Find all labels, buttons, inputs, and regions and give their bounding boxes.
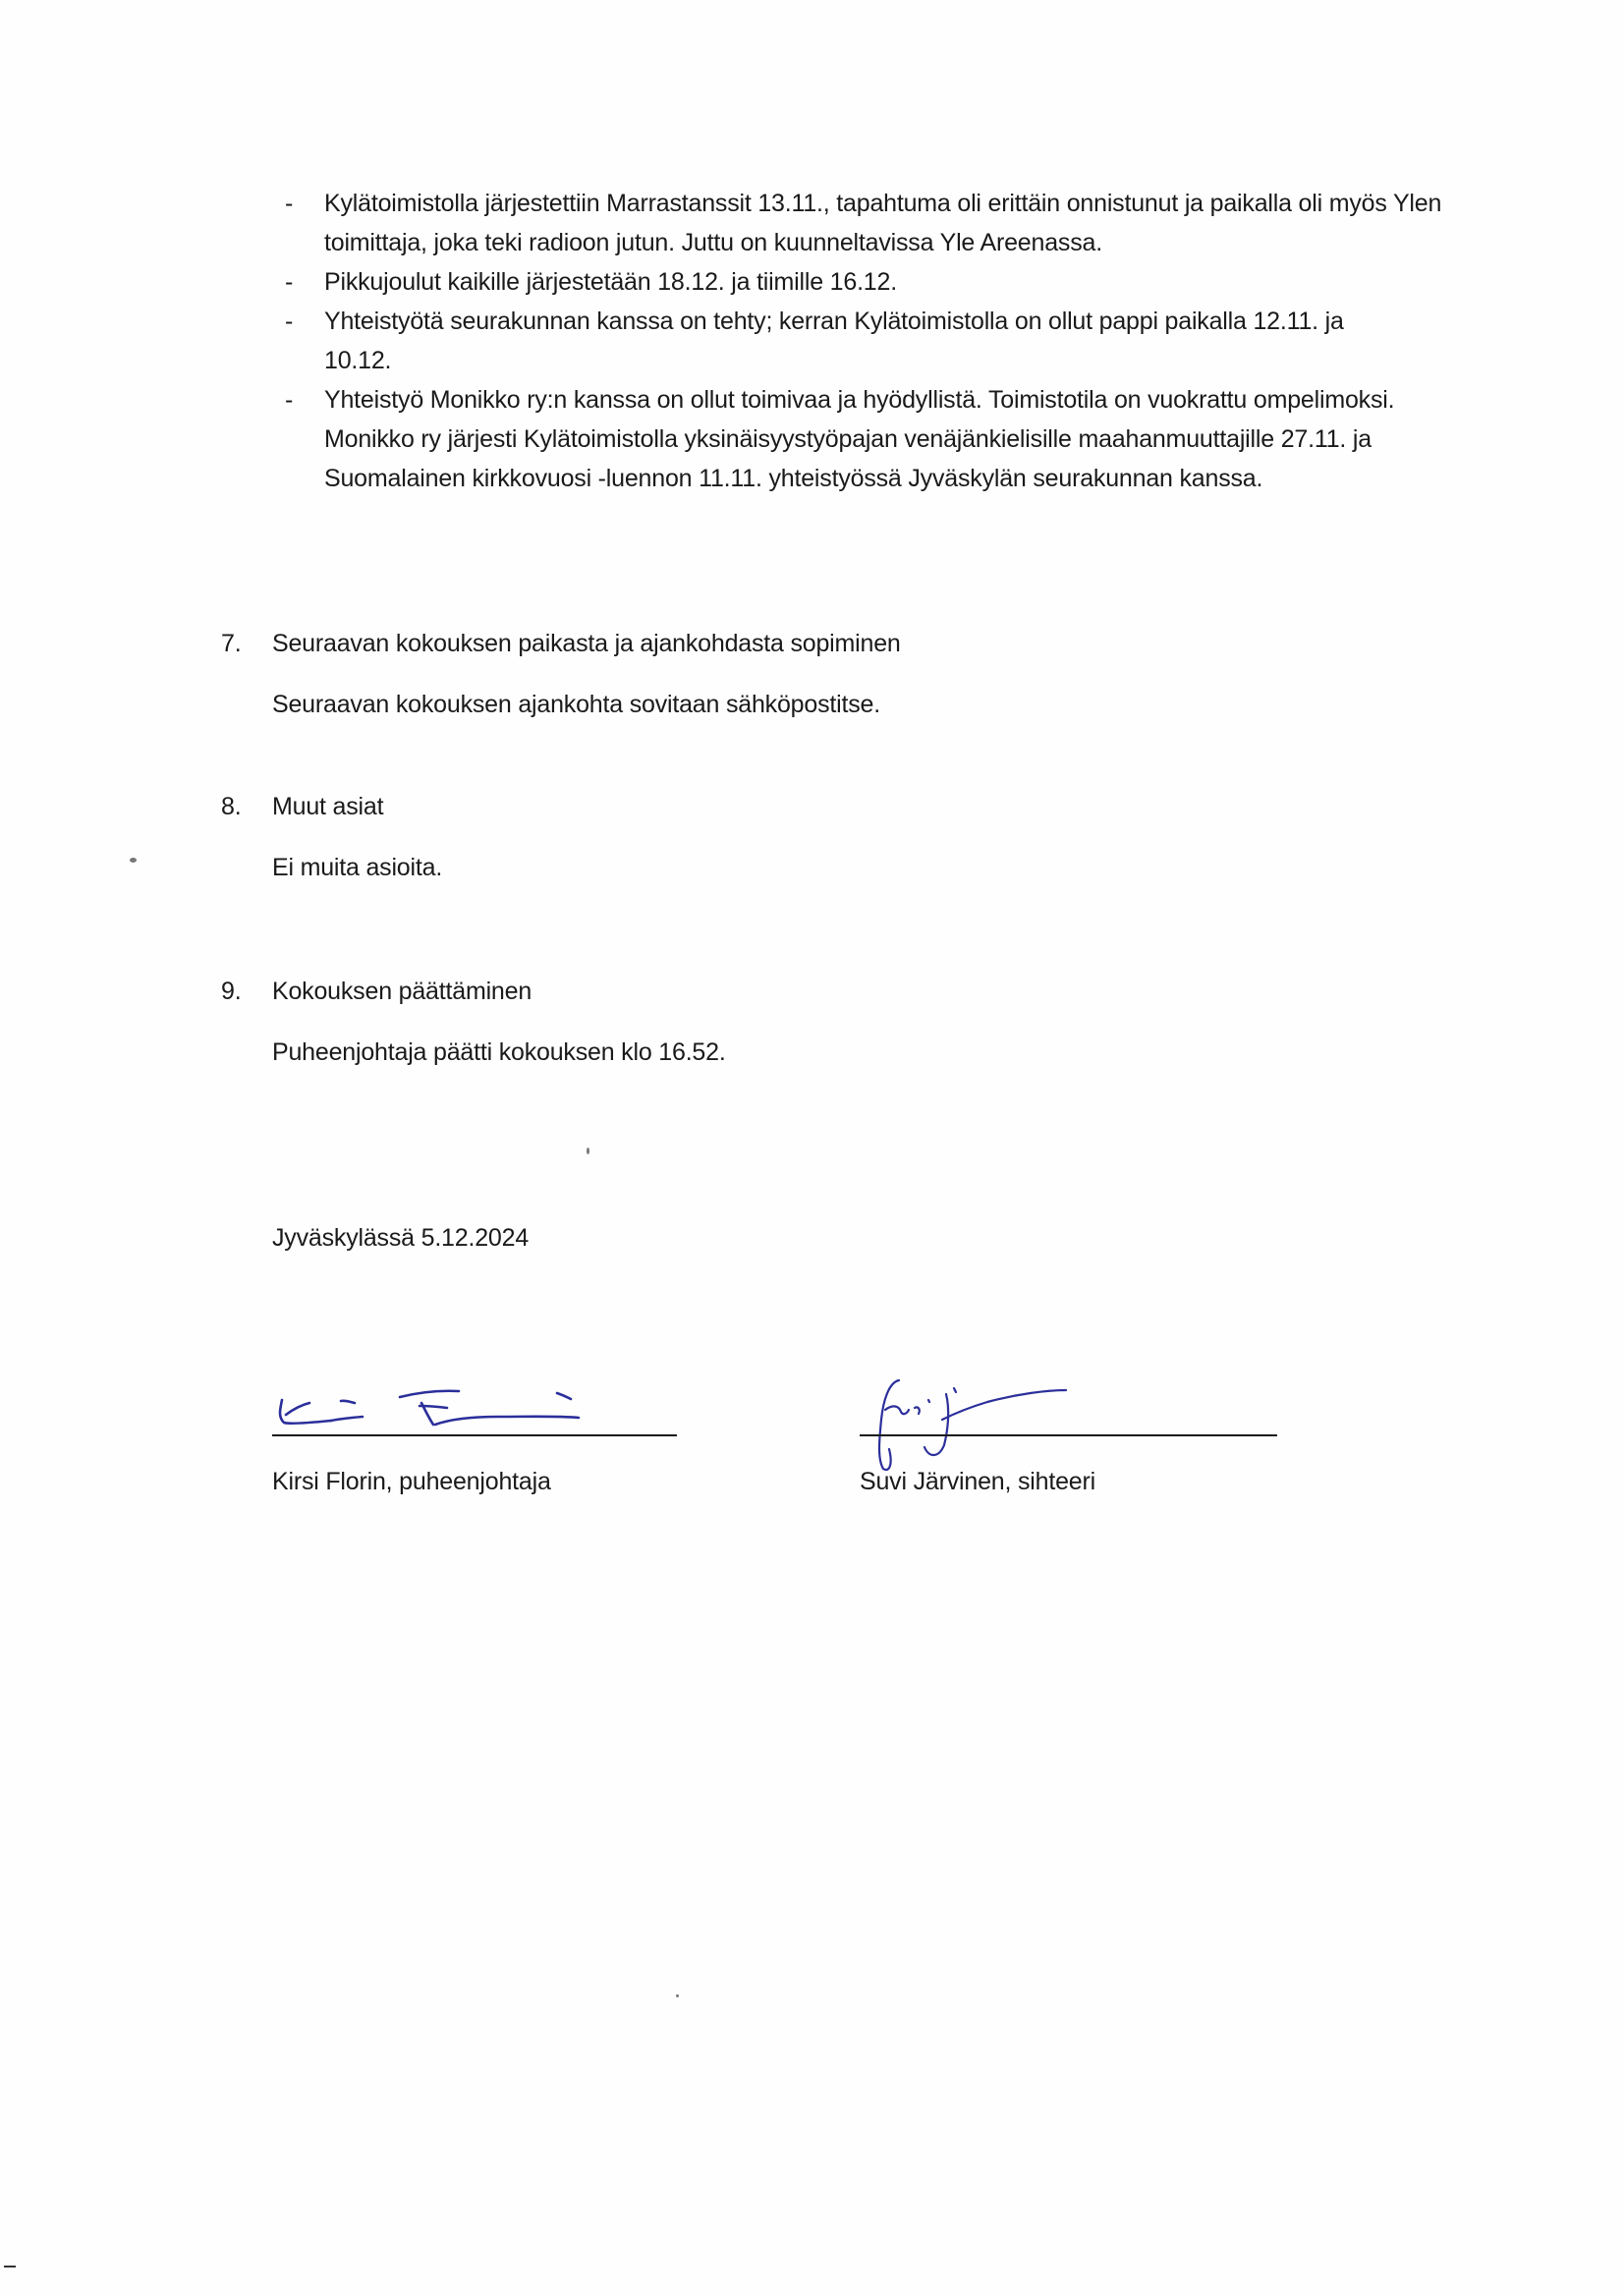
bullet-text: Kylätoimistolla järjestettiin Marrastanssit 13.11., tapahtuma oli erittäin onnistunut ja paikalla oli myös Ylen toimittaja, joka teki radioon jutun. Juttu on kuunneltavissa Yle Areenassa.: [324, 190, 1442, 256]
bullet-dash: -: [285, 386, 294, 414]
activity-bullet-list: [285, 184, 1503, 498]
bullet-item: [285, 184, 1503, 262]
signer-name-title: Suvi Järvinen, sihteeri: [860, 1468, 1095, 1495]
section-number: 8.: [221, 793, 242, 820]
bullet-item: [285, 380, 1503, 498]
bullet-item: [285, 302, 1503, 380]
signature-block-secretary: [860, 1375, 1272, 1513]
scan-speck: [130, 858, 137, 863]
signature-line: [272, 1434, 677, 1436]
section-title: Kokouksen päättäminen: [272, 978, 532, 1005]
bullet-dash: -: [285, 308, 294, 335]
bullet-text: Pikkujoulut kaikille järjestetään 18.12. ja tiimille 16.12.: [324, 268, 897, 296]
section-description: Seuraavan kokouksen ajankohta sovitaan sähköpostitse.: [272, 691, 880, 718]
section-description: Ei muita asioita.: [272, 854, 443, 881]
signer-name-title: Kirsi Florin, puheenjohtaja: [272, 1468, 551, 1495]
bullet-dash: -: [285, 268, 294, 296]
section-number: 9.: [221, 978, 242, 1005]
section-description: Puheenjohtaja päätti kokouksen klo 16.52.: [272, 1038, 726, 1066]
section-title: Seuraavan kokouksen paikasta ja ajankohdasta sopiminen: [272, 630, 901, 657]
scan-speck: [4, 2266, 16, 2268]
section-number: 7.: [221, 630, 242, 657]
place-and-date: Jyväskylässä 5.12.2024: [272, 1224, 530, 1252]
bullet-text: Yhteistyötä seurakunnan kanssa on tehty; kerran Kylätoimistolla on ollut pappi paikalla 12.11. ja 10.12.: [324, 308, 1344, 374]
signature-line: [860, 1434, 1277, 1436]
bullet-dash: -: [285, 190, 294, 217]
scan-speck: [587, 1148, 589, 1154]
section-title: Muut asiat: [272, 793, 384, 820]
bullet-text: Yhteistyö Monikko ry:n kanssa on ollut toimivaa ja hyödyllistä. Toimistotila on vuokrattu ompelimoksi. Monikko ry järjesti Kylätoimistolla yksinäisyystyöpajan venäjänkielisille maahanmuuttajille 27.11. ja Suomalainen kirkkovuosi -luennon 11.11. yhteistyössä Jyväskylän seurakunnan kanssa.: [324, 386, 1395, 492]
bullet-item: [285, 262, 1503, 302]
signature-block-chair: [272, 1375, 685, 1513]
scan-speck: [676, 1994, 679, 1997]
